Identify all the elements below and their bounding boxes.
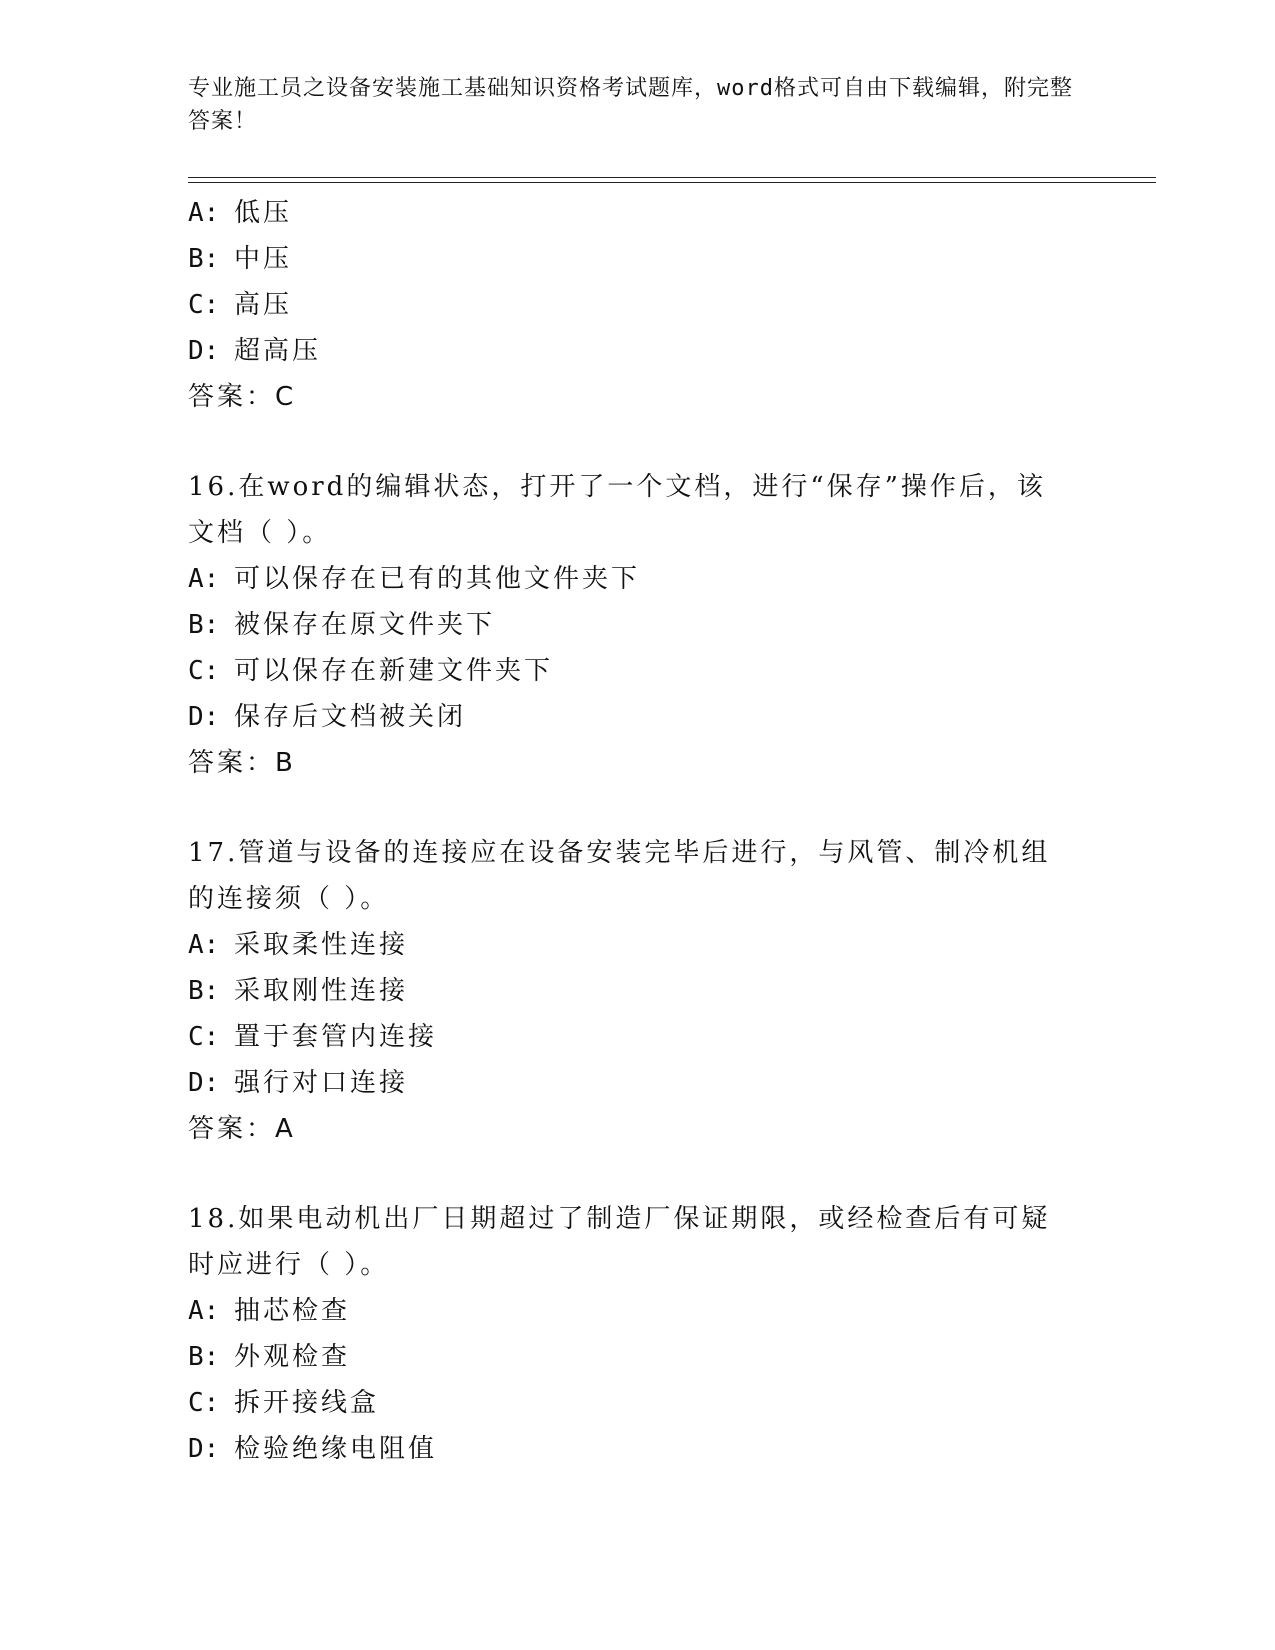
option-d <box>188 328 1088 374</box>
answer-line: 答案：B <box>188 748 296 778</box>
question-text: 16.在word的编辑状态，打开了一个文档，进行“保存”操作后，该文档（ ）。 <box>188 472 1046 548</box>
question-17 <box>188 830 1088 1152</box>
question-text: 17.管道与设备的连接应在设备安装完毕后进行，与风管、制冷机组的连接须（ ）。 <box>188 838 1051 914</box>
option-b <box>188 236 1088 282</box>
option-a <box>188 922 1088 968</box>
option-letter: D: <box>188 702 220 732</box>
option-a <box>188 1288 1088 1334</box>
option-b <box>188 602 1088 648</box>
option-text: 高压 <box>234 290 293 320</box>
option-text: 超高压 <box>234 336 322 366</box>
option-text: 保存后文档被关闭 <box>234 702 467 732</box>
option-letter: A: <box>188 1296 220 1326</box>
header-divider-top <box>188 177 1156 178</box>
option-text: 强行对口连接 <box>234 1068 409 1098</box>
question-18 <box>188 1196 1088 1472</box>
question-15 <box>188 190 1088 420</box>
option-letter: A: <box>188 930 220 960</box>
question-16 <box>188 464 1088 786</box>
document-header: 专业施工员之设备安装施工基础知识资格考试题库，word格式可自由下载编辑，附完整答案！ <box>188 76 1073 134</box>
option-text: 可以保存在已有的其他文件夹下 <box>234 564 641 594</box>
option-text: 可以保存在新建文件夹下 <box>234 656 554 686</box>
option-c <box>188 648 1088 694</box>
option-text: 被保存在原文件夹下 <box>234 610 496 640</box>
option-text: 外观检查 <box>234 1342 351 1372</box>
option-letter: B: <box>188 244 220 274</box>
option-letter: D: <box>188 336 220 366</box>
option-d <box>188 1060 1088 1106</box>
option-letter: C: <box>188 1022 220 1052</box>
option-b <box>188 1334 1088 1380</box>
option-d <box>188 1426 1088 1472</box>
answer-line: 答案：A <box>188 1114 296 1144</box>
option-letter: C: <box>188 1388 220 1418</box>
option-text: 采取柔性连接 <box>234 930 409 960</box>
option-text: 采取刚性连接 <box>234 976 409 1006</box>
question-text: 18.如果电动机出厂日期超过了制造厂保证期限，或经检查后有可疑时应进行（ ）。 <box>188 1204 1051 1280</box>
option-letter: A: <box>188 564 220 594</box>
option-b <box>188 968 1088 1014</box>
header-divider-bottom <box>188 182 1156 183</box>
option-a <box>188 556 1088 602</box>
option-letter: A: <box>188 198 220 228</box>
option-letter: D: <box>188 1434 220 1464</box>
option-text: 检验绝缘电阻值 <box>234 1434 438 1464</box>
option-c <box>188 1014 1088 1060</box>
option-text: 中压 <box>234 244 293 274</box>
option-letter: C: <box>188 656 220 686</box>
option-letter: B: <box>188 610 220 640</box>
option-text: 置于套管内连接 <box>234 1022 438 1052</box>
option-letter: C: <box>188 290 220 320</box>
option-a <box>188 190 1088 236</box>
option-letter: B: <box>188 976 220 1006</box>
option-text: 低压 <box>234 198 293 228</box>
option-c <box>188 282 1088 328</box>
option-text: 抽芯检查 <box>234 1296 351 1326</box>
option-text: 拆开接线盒 <box>234 1388 380 1418</box>
question-list <box>188 190 1088 1472</box>
option-letter: B: <box>188 1342 220 1372</box>
option-d <box>188 694 1088 740</box>
option-letter: D: <box>188 1068 220 1098</box>
option-c <box>188 1380 1088 1426</box>
answer-line: 答案：C <box>188 382 297 412</box>
